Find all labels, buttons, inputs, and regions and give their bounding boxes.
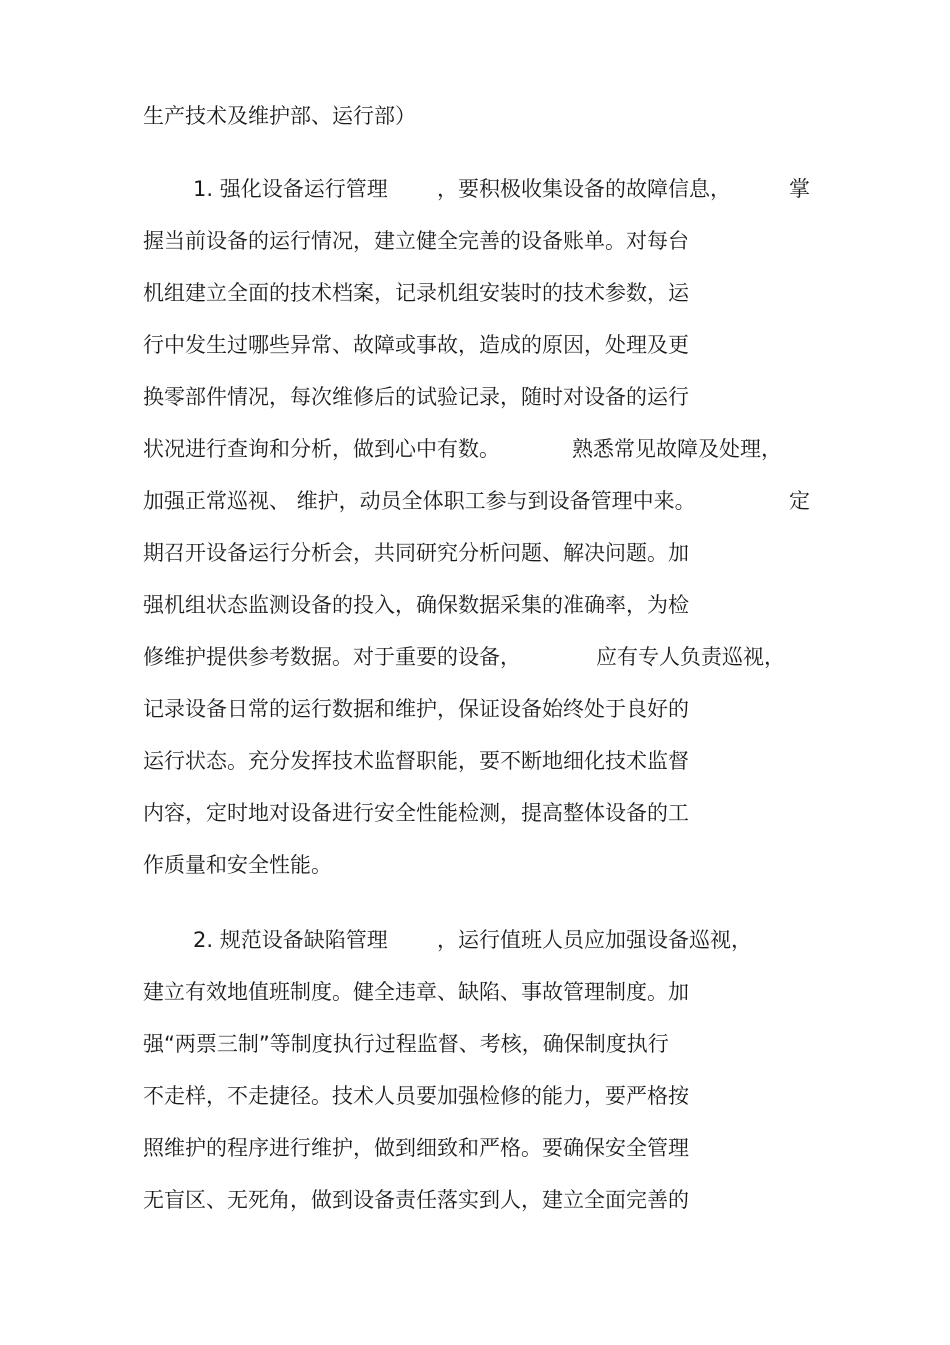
text-segment: 强“两票三制”等制度执行过程监督、考核，确保制度执行	[143, 1032, 669, 1056]
text-segment: 不走样，不走捷径。技术人员要加强检修的能力，要严格按	[143, 1084, 689, 1108]
paragraph-2-heading-line	[0, 920, 950, 960]
text-segment: ，运行值班人员应加强设备巡视，	[437, 928, 752, 952]
text-segment: 修维护提供参考数据。对于重要的设备，	[143, 645, 521, 669]
text-segment: 照维护的程序进行维护，做到细致和严格。要确保安全管理	[143, 1136, 689, 1160]
paragraph-1-heading-line	[0, 169, 950, 209]
text-segment: 加强正常巡视、 维护，动员全体职工参与到设备管理中来。	[143, 489, 696, 513]
text-line	[0, 1076, 950, 1116]
text-line	[0, 845, 950, 885]
text-line	[0, 273, 950, 313]
text-segment: 应有专人负责巡视，	[596, 645, 785, 669]
text-line	[0, 689, 950, 729]
text-line	[0, 793, 950, 833]
text-line	[0, 1180, 950, 1220]
text-line	[0, 377, 950, 417]
text-segment: 机组建立全面的技术档案，记录机组安装时的技术参数，运	[143, 281, 689, 305]
text-segment: 内容，定时地对设备进行安全性能检测，提高整体设备的工	[143, 801, 689, 825]
text-line	[0, 429, 950, 469]
text-segment: 掌	[789, 177, 810, 201]
text-segment: 运行状态。充分发挥技术监督职能，要不断地细化技术监督	[143, 749, 689, 773]
text-line	[0, 637, 950, 677]
text-line	[0, 221, 950, 261]
text-segment: 定	[789, 489, 810, 513]
item-1-title: 1. 强化设备运行管理	[193, 177, 388, 201]
text-line	[0, 481, 950, 521]
text-segment: 握当前设备的运行情况，建立健全完善的设备账单。对每台	[143, 229, 689, 253]
text-segment: 换零部件情况，每次维修后的试验记录，随时对设备的运行	[143, 385, 689, 409]
text-line	[0, 585, 950, 625]
text-segment: 强机组状态监测设备的投入，确保数据采集的准确率，为检	[143, 593, 689, 617]
text-segment: 无盲区、无死角，做到设备责任落实到人，建立全面完善的	[143, 1188, 689, 1212]
text-line	[0, 972, 950, 1012]
text-segment: 作质量和安全性能。	[143, 853, 332, 877]
text-segment: 生产技术及维护部、运行部）	[143, 104, 416, 128]
text-segment: ，要积极收集设备的故障信息，	[437, 177, 731, 201]
text-line	[0, 96, 950, 136]
text-line	[0, 533, 950, 573]
text-segment: 状况进行查询和分析，做到心中有数。	[143, 437, 500, 461]
text-line	[0, 741, 950, 781]
text-segment: 期召开设备运行分析会，共同研究分析问题、解决问题。加	[143, 541, 689, 565]
text-segment: 行中发生过哪些异常、故障或事故，造成的原因，处理及更	[143, 333, 689, 357]
text-line	[0, 325, 950, 365]
text-line	[0, 1024, 950, 1064]
text-line	[0, 1128, 950, 1168]
text-segment: 熟悉常见故障及处理，	[572, 437, 782, 461]
item-2-title: 2. 规范设备缺陷管理	[193, 928, 388, 952]
text-segment: 记录设备日常的运行数据和维护，保证设备始终处于良好的	[143, 697, 689, 721]
text-segment: 建立有效地值班制度。健全违章、缺陷、事故管理制度。加	[143, 980, 689, 1004]
